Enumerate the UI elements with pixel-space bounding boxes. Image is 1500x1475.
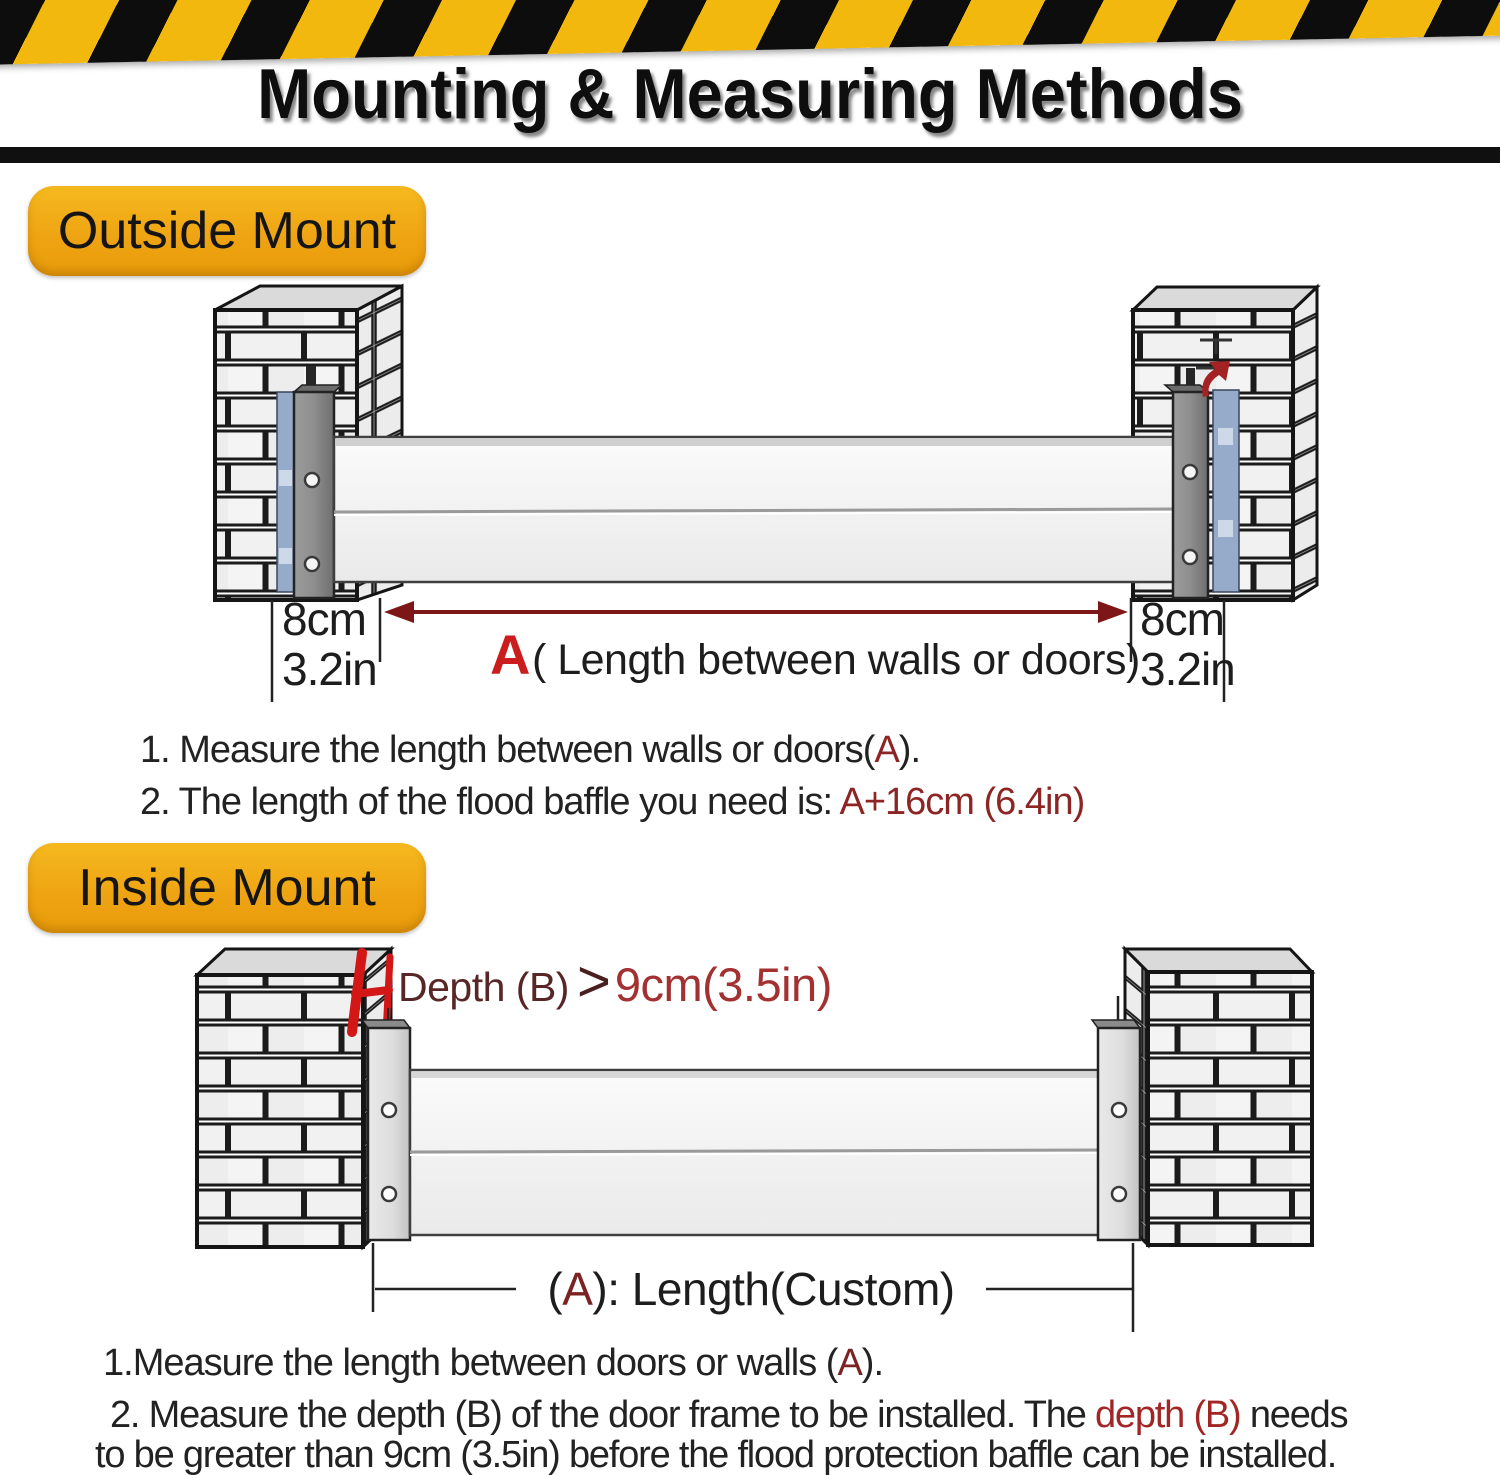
dim-right-label bbox=[1140, 594, 1235, 694]
seal-strip-left bbox=[277, 392, 294, 592]
step-text: to be greater than 9cm (3.5in) before the flood protection baffle can be installed. bbox=[95, 1434, 1337, 1475]
depth-label-text: Depth (B) bbox=[398, 964, 569, 1010]
span-paren: ( bbox=[547, 1263, 563, 1315]
inside-step-2-cont bbox=[95, 1434, 1336, 1475]
step-text: 2. The length of the flood baffle you need is: bbox=[140, 781, 840, 823]
span-label-text: ): Length(Custom) bbox=[592, 1263, 955, 1315]
dim-left-cm: 8cm bbox=[282, 593, 366, 645]
span-label-text: ( Length between walls or doors) bbox=[531, 636, 1140, 684]
depth-value: 9cm(3.5in) bbox=[614, 958, 832, 1011]
divider-bar bbox=[0, 147, 1500, 163]
step-text: ). bbox=[861, 1342, 884, 1384]
inside-mount-badge-label: Inside Mount bbox=[78, 859, 376, 917]
inside-mount-badge bbox=[28, 843, 426, 933]
span-letter-a: A bbox=[562, 1263, 593, 1315]
screw-hole bbox=[1183, 550, 1197, 564]
mount-channel-right bbox=[1092, 996, 1140, 1240]
depth-label bbox=[398, 948, 832, 1015]
screw-hole bbox=[382, 1187, 396, 1201]
greater-than-symbol: > bbox=[576, 949, 611, 1014]
panel-seam bbox=[410, 1150, 1100, 1152]
step-highlight: A+16cm (6.4in) bbox=[839, 781, 1085, 823]
dimension-arrow bbox=[384, 601, 1128, 623]
screw-hole bbox=[305, 557, 319, 571]
step-text: needs bbox=[1240, 1394, 1348, 1436]
outside-mount-badge bbox=[28, 186, 426, 276]
flood-barrier bbox=[334, 437, 1174, 582]
page-title: Mounting & Measuring Methods bbox=[257, 54, 1243, 133]
inside-step-1 bbox=[103, 1342, 883, 1385]
step-highlight: A bbox=[837, 1342, 862, 1384]
outside-steps bbox=[140, 724, 1084, 828]
screw-hole bbox=[1112, 1187, 1126, 1201]
dim-left-in: 3.2in bbox=[282, 643, 377, 695]
outside-mount-badge-label: Outside Mount bbox=[57, 202, 397, 260]
flood-barrier bbox=[410, 1070, 1100, 1235]
span-letter-a: A bbox=[490, 623, 530, 686]
screw-hole bbox=[1112, 1103, 1126, 1117]
inside-step-2 bbox=[110, 1394, 1347, 1437]
screw-hole bbox=[305, 473, 319, 487]
step-highlight: A bbox=[874, 729, 899, 771]
step-text: 1.Measure the length between doors or walls ( bbox=[103, 1342, 838, 1384]
right-pillar bbox=[1125, 949, 1312, 1245]
dim-left-label bbox=[282, 594, 377, 694]
dim-right-in: 3.2in bbox=[1140, 643, 1235, 695]
seal-strip-right bbox=[1213, 390, 1239, 592]
step-text: 2. Measure the depth (B) of the door frame to be installed. The bbox=[110, 1394, 1095, 1436]
outside-step-1 bbox=[140, 724, 1084, 776]
step-text: ). bbox=[898, 729, 921, 771]
step-highlight: depth (B) bbox=[1095, 1394, 1241, 1436]
span-length-label bbox=[490, 622, 1140, 687]
mount-channel-left bbox=[362, 1020, 410, 1240]
dim-right-cm: 8cm bbox=[1140, 593, 1224, 645]
screw-hole bbox=[382, 1103, 396, 1117]
step-text: 1. Measure the length between walls or doors( bbox=[140, 729, 875, 771]
outside-step-2 bbox=[140, 776, 1084, 828]
screw-hole bbox=[1183, 465, 1197, 479]
inside-span-label bbox=[516, 1262, 986, 1316]
